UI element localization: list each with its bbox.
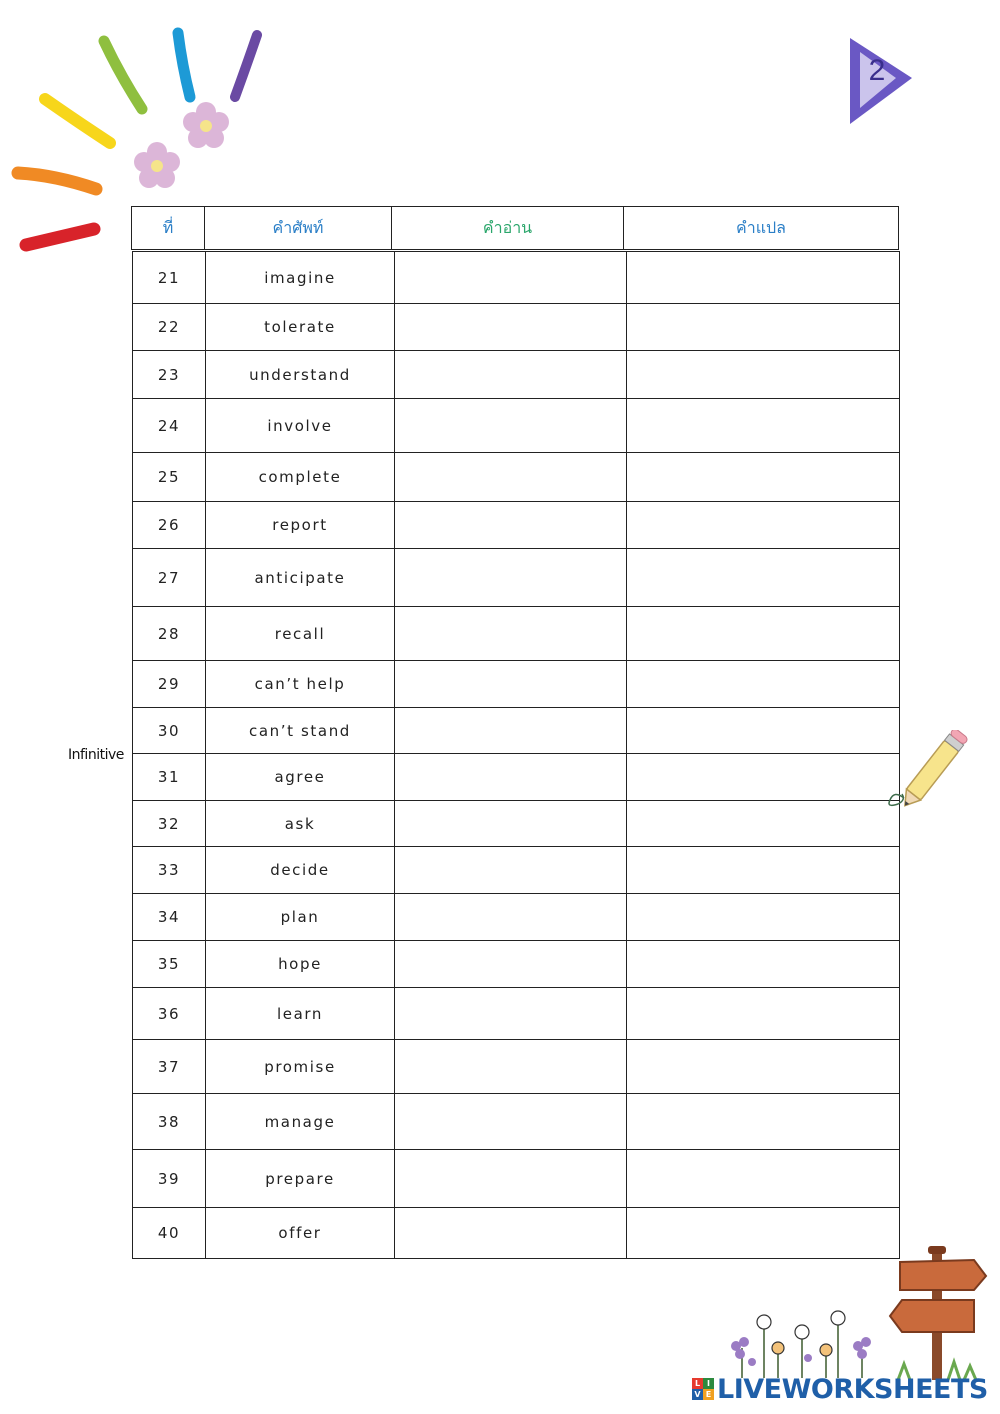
row-translation-cell[interactable] [627, 894, 900, 941]
row-vocabulary: can’t stand [206, 708, 395, 754]
row-reading-cell[interactable] [395, 801, 627, 847]
flower-icon [131, 140, 183, 192]
table-row [133, 847, 900, 894]
table-row [133, 1040, 900, 1094]
row-reading-cell[interactable] [395, 453, 627, 502]
row-reading-cell[interactable] [395, 502, 627, 549]
row-translation-cell[interactable] [627, 607, 900, 661]
liveworksheets-wordmark: LIVEWORKSHEETS [717, 1373, 988, 1405]
table-row [133, 1150, 900, 1208]
row-number: 40 [133, 1208, 206, 1259]
table-row [133, 399, 900, 453]
table-row [133, 607, 900, 661]
table-row [133, 1094, 900, 1150]
row-reading-cell[interactable] [395, 304, 627, 351]
flower-garden-icon [712, 1308, 892, 1378]
vocab-table-header [131, 206, 899, 250]
row-number: 29 [133, 661, 206, 708]
row-translation-cell[interactable] [627, 1094, 900, 1150]
row-reading-cell[interactable] [395, 1094, 627, 1150]
row-vocabulary: ask [206, 801, 395, 847]
row-number: 23 [133, 351, 206, 399]
row-reading-cell[interactable] [395, 847, 627, 894]
header-reading: คำอ่าน [392, 207, 624, 250]
row-number: 30 [133, 708, 206, 754]
row-translation-cell[interactable] [627, 351, 900, 399]
row-reading-cell[interactable] [395, 607, 627, 661]
table-row [133, 988, 900, 1040]
row-vocabulary: report [206, 502, 395, 549]
row-vocabulary: promise [206, 1040, 395, 1094]
row-reading-cell[interactable] [395, 708, 627, 754]
row-translation-cell[interactable] [627, 1040, 900, 1094]
liveworksheets-logo [692, 1372, 988, 1406]
row-reading-cell[interactable] [395, 549, 627, 607]
table-row [133, 894, 900, 941]
row-translation-cell[interactable] [627, 708, 900, 754]
row-translation-cell[interactable] [627, 941, 900, 988]
row-number: 24 [133, 399, 206, 453]
vocab-table [132, 251, 900, 1259]
row-number: 36 [133, 988, 206, 1040]
row-reading-cell[interactable] [395, 399, 627, 453]
header-vocabulary: คำศัพท์ [205, 207, 392, 250]
row-translation-cell[interactable] [627, 988, 900, 1040]
row-vocabulary: tolerate [206, 304, 395, 351]
row-number: 37 [133, 1040, 206, 1094]
header-number: ที่ [132, 207, 205, 250]
row-reading-cell[interactable] [395, 1208, 627, 1259]
row-vocabulary: can’t help [206, 661, 395, 708]
row-reading-cell[interactable] [395, 754, 627, 801]
row-reading-cell[interactable] [395, 941, 627, 988]
row-translation-cell[interactable] [627, 502, 900, 549]
row-reading-cell[interactable] [395, 988, 627, 1040]
row-number: 22 [133, 304, 206, 351]
row-number: 26 [133, 502, 206, 549]
row-vocabulary: agree [206, 754, 395, 801]
row-translation-cell[interactable] [627, 304, 900, 351]
row-number: 34 [133, 894, 206, 941]
row-vocabulary: plan [206, 894, 395, 941]
table-row [133, 661, 900, 708]
row-vocabulary: hope [206, 941, 395, 988]
row-number: 31 [133, 754, 206, 801]
row-reading-cell[interactable] [395, 351, 627, 399]
table-row [133, 453, 900, 502]
row-vocabulary: offer [206, 1208, 395, 1259]
row-translation-cell[interactable] [627, 549, 900, 607]
row-translation-cell[interactable] [627, 801, 900, 847]
row-reading-cell[interactable] [395, 894, 627, 941]
row-translation-cell[interactable] [627, 847, 900, 894]
table-row [133, 754, 900, 801]
row-vocabulary: recall [206, 607, 395, 661]
liveworksheets-badge: L I V E [692, 1378, 714, 1400]
row-number: 25 [133, 453, 206, 502]
row-vocabulary: decide [206, 847, 395, 894]
table-row [133, 801, 900, 847]
row-number: 35 [133, 941, 206, 988]
row-translation-cell[interactable] [627, 754, 900, 801]
row-number: 33 [133, 847, 206, 894]
row-vocabulary: involve [206, 399, 395, 453]
row-reading-cell[interactable] [395, 661, 627, 708]
row-number: 38 [133, 1094, 206, 1150]
infinitive-label: Infinitive [68, 747, 124, 763]
table-row [133, 351, 900, 399]
row-reading-cell[interactable] [395, 1040, 627, 1094]
row-reading-cell[interactable] [395, 252, 627, 304]
row-vocabulary: imagine [206, 252, 395, 304]
flower-icon [180, 100, 232, 152]
row-translation-cell[interactable] [627, 1208, 900, 1259]
row-number: 27 [133, 549, 206, 607]
row-vocabulary: learn [206, 988, 395, 1040]
table-row [133, 549, 900, 607]
row-vocabulary: complete [206, 453, 395, 502]
row-translation-cell[interactable] [627, 399, 900, 453]
row-translation-cell[interactable] [627, 252, 900, 304]
row-number: 39 [133, 1150, 206, 1208]
table-row [133, 252, 900, 304]
row-translation-cell[interactable] [627, 1150, 900, 1208]
pencil-icon [884, 730, 979, 812]
table-row [133, 502, 900, 549]
row-number: 28 [133, 607, 206, 661]
header-translation: คำแปล [624, 207, 899, 250]
row-translation-cell[interactable] [627, 453, 900, 502]
signpost-icon [888, 1242, 988, 1382]
row-vocabulary: anticipate [206, 549, 395, 607]
row-number: 32 [133, 801, 206, 847]
page-number-badge [848, 36, 916, 126]
row-reading-cell[interactable] [395, 1150, 627, 1208]
row-translation-cell[interactable] [627, 661, 900, 708]
row-vocabulary: understand [206, 351, 395, 399]
row-number: 21 [133, 252, 206, 304]
row-vocabulary: manage [206, 1094, 395, 1150]
page-number: 2 [868, 54, 886, 87]
table-row [133, 304, 900, 351]
table-row [133, 708, 900, 754]
table-row [133, 941, 900, 988]
row-vocabulary: prepare [206, 1150, 395, 1208]
table-row [133, 1208, 900, 1259]
